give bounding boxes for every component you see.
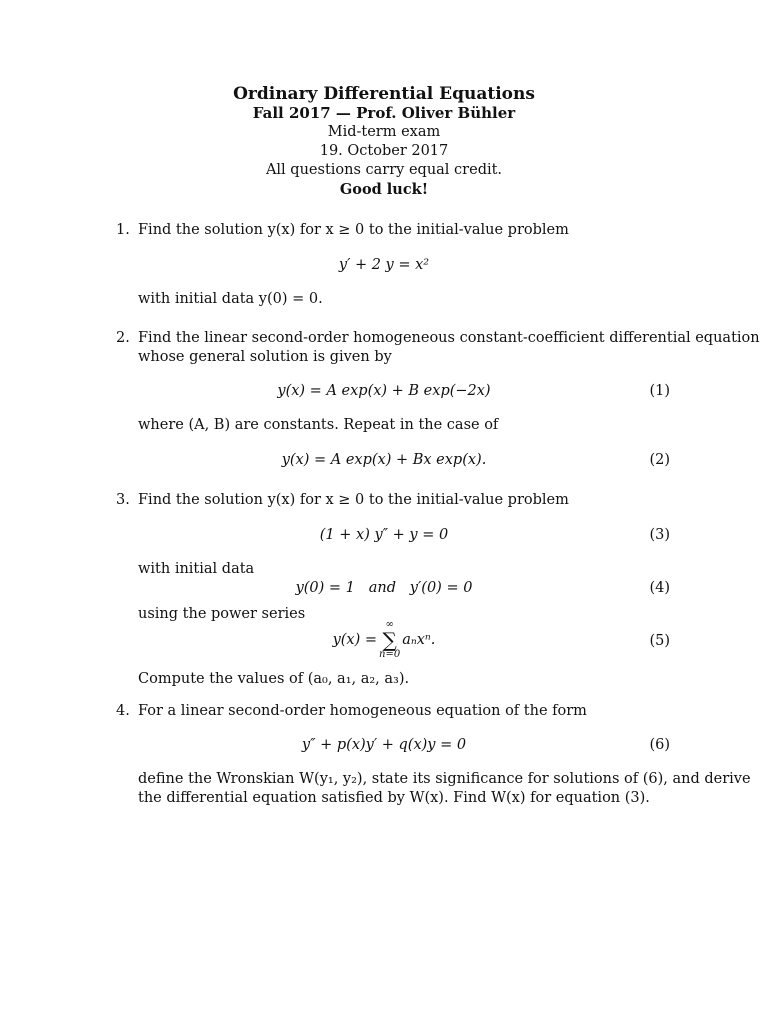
good-luck: Good luck! xyxy=(339,181,429,198)
q4-text-3: the differential equation satisfied by W(x). Find W(x) for equation (3). xyxy=(138,790,650,806)
credit-note: All questions carry equal credit. xyxy=(265,162,503,178)
q3-text-3: using the power series xyxy=(138,606,306,622)
exam-date: 19. October 2017 xyxy=(319,143,449,159)
q2-text: Find the linear second-order homogeneous constant-coefficient differential equation xyxy=(138,330,760,346)
sum-upper-limit: ∞ xyxy=(385,619,394,630)
q1-equation: y′ + 2 y = x² xyxy=(338,257,430,273)
q2-equation-2: y(x) = A exp(x) + Bx exp(x). xyxy=(281,452,487,468)
q4-text-2: define the Wronskian W(y₁, y₂), state its significance for solutions of (6), and derive xyxy=(138,771,751,787)
eq-number-4: (4) xyxy=(649,580,670,596)
doc-subtitle: Fall 2017 — Prof. Oliver Bühler xyxy=(252,104,516,122)
sum-lower-limit: n=0 xyxy=(379,649,401,660)
q3-number: 3. xyxy=(116,492,130,508)
q2-equation-1: y(x) = A exp(x) + B exp(−2x) xyxy=(277,383,491,399)
q3-text-4: Compute the values of (a₀, a₁, a₂, a₃). xyxy=(138,671,410,687)
q2-text-b: whose general solution is given by xyxy=(138,349,392,365)
eq5-rhs: aₙxⁿ. xyxy=(402,632,436,648)
q3-equation-3: (1 + x) y″ + y = 0 xyxy=(319,527,449,543)
eq5-lhs: y(x) = xyxy=(332,632,378,648)
eq-number-5: (5) xyxy=(649,633,670,649)
eq-number-2: (2) xyxy=(649,452,670,468)
q1-initial-data: with initial data y(0) = 0. xyxy=(138,291,323,307)
q2-number: 2. xyxy=(116,330,130,346)
q3-text-2: with initial data xyxy=(138,561,255,577)
q3-text: Find the solution y(x) for x ≥ 0 to the initial-value problem xyxy=(138,492,569,508)
q1-number: 1. xyxy=(116,222,130,238)
sum-symbol xyxy=(379,620,400,660)
eq-number-6: (6) xyxy=(649,737,670,753)
doc-title: Ordinary Differential Equations xyxy=(233,84,535,104)
q4-text: For a linear second-order homogeneous equation of the form xyxy=(138,703,587,719)
eq-number-3: (3) xyxy=(649,527,670,543)
q4-number: 4. xyxy=(116,703,130,719)
exam-label: Mid-term exam xyxy=(327,124,441,140)
sigma-glyph: ∑ xyxy=(382,628,397,652)
q4-equation-6: y″ + p(x)y′ + q(x)y = 0 xyxy=(301,737,467,753)
q3-equation-4: y(0) = 1 and y′(0) = 0 xyxy=(295,580,473,596)
q1-text: Find the solution y(x) for x ≥ 0 to the initial-value problem xyxy=(138,222,569,238)
q2-text-2: where (A, B) are constants. Repeat in the case of xyxy=(138,417,499,433)
eq-number-1: (1) xyxy=(649,383,670,399)
